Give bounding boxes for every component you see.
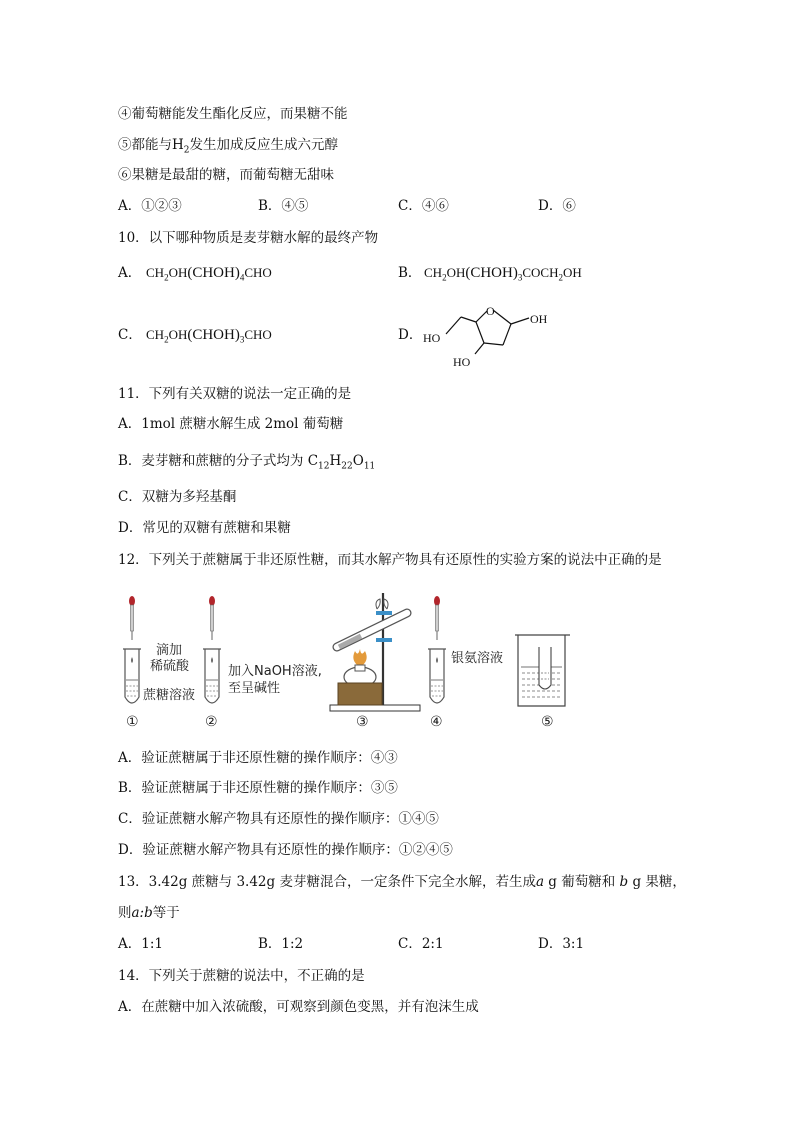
q11-option-a: A．1mol 蔗糖水解生成 2mol 葡萄糖 <box>118 416 344 432</box>
q14-stem: 14．下列关于蔗糖的说法中，不正确的是 <box>118 968 365 984</box>
q10-option-d-label: D． <box>398 327 423 343</box>
oh-right-label: OH <box>530 312 548 326</box>
q12-option-c: C．验证蔗糖水解产物具有还原性的操作顺序：①④⑤ <box>118 811 439 827</box>
q10-option-c-label: C． <box>118 327 142 343</box>
water-bath-beaker-icon <box>515 635 570 706</box>
dropper-1-icon <box>129 596 135 640</box>
fig-number-4: ④ <box>430 714 443 730</box>
q11-stem: 11．下列有关双糖的说法一定正确的是 <box>118 386 352 402</box>
test-tube-2-icon <box>203 649 221 703</box>
fig-label-silver-ammonia: 银氨溶液 <box>451 651 504 666</box>
q13-stem-line1: 13．3.42g 蔗糖与 3.42g 麦芽糖混合，一定条件下完全水解，若生成a g 葡萄糖和 b g 果糖， <box>118 874 686 890</box>
fig-number-1: ① <box>126 714 139 730</box>
heating-apparatus-icon <box>330 593 420 711</box>
q9-option-a: A．①②③ <box>118 198 182 214</box>
fig-label-add-naoh: 加入NaOH溶液, <box>228 664 322 679</box>
q10-stem: 10．以下哪种物质是麦芽糖水解的最终产物 <box>118 230 379 246</box>
q10-option-c-formula: $CH_2OH(CHOH)_3CHO$ <box>146 327 272 345</box>
ring-oxygen-label: O <box>486 304 495 318</box>
ho-left-label: HO <box>423 331 441 345</box>
q12-option-a: A．验证蔗糖属于非还原性糖的操作顺序：④③ <box>118 750 398 766</box>
ho-bottom-label: HO <box>453 355 471 369</box>
dropper-4-icon <box>434 596 440 640</box>
q12-option-b: B．验证蔗糖属于非还原性糖的操作顺序：③⑤ <box>118 780 398 796</box>
q9-item-4: ④葡萄糖能发生酯化反应，而果糖不能 <box>118 106 348 122</box>
q10-option-b-formula: $CH_2OH(CHOH)_3COCH_2OH$ <box>424 265 582 283</box>
dropper-2-icon <box>209 596 215 640</box>
q11-option-b: B．麦芽糖和蔗糖的分子式均为 $C_{12}H_{22}O_{11}$ <box>118 453 376 472</box>
q9-option-c: C．④⑥ <box>398 198 449 214</box>
q11-option-c: C．双糖为多羟基酮 <box>118 489 237 505</box>
q10-option-a-label: A． <box>118 265 142 281</box>
q10-option-a-formula: $CH_2OH(CHOH)_4CHO$ <box>146 265 272 283</box>
fig-number-5: ⑤ <box>541 714 554 730</box>
q9-option-d: D．⑥ <box>538 198 576 214</box>
q13-stem-line2: 则a:b等于 <box>118 905 180 921</box>
q12-stem: 12．下列关于蔗糖属于非还原性糖，而其水解产物具有还原性的实验方案的说法中正确的是 <box>118 552 662 568</box>
fig-number-3: ③ <box>356 714 369 730</box>
q9-option-b: B．④⑤ <box>258 198 309 214</box>
q14-option-a: A．在蔗糖中加入浓硫酸，可观察到颜色变黑，并有泡沫生成 <box>118 999 479 1015</box>
fig-label-dropwise: 滴加 <box>156 643 183 658</box>
q10-option-b-label: B． <box>398 265 422 281</box>
q12-option-d: D．验证蔗糖水解产物具有还原性的操作顺序：①②④⑤ <box>118 842 453 858</box>
q13-option-d: D．3:1 <box>538 936 585 952</box>
q13-option-a: A．1:1 <box>118 936 163 952</box>
test-tube-4-icon <box>428 649 446 703</box>
fig-label-alkaline: 至呈碱性 <box>228 681 281 696</box>
test-tube-1-icon <box>123 649 141 703</box>
q10-option-d-structure <box>418 296 568 372</box>
q9-item-5: ⑤都能与$H_2$发生加成反应生成六元醇 <box>118 137 339 156</box>
fig-number-2: ② <box>205 714 218 730</box>
q13-option-b: B．1:2 <box>258 936 304 952</box>
fig-label-dilute-sulfuric-acid: 稀硫酸 <box>150 659 190 674</box>
q13-option-c: C．2:1 <box>398 936 444 952</box>
fig-label-sucrose-solution: 蔗糖溶液 <box>143 688 196 703</box>
q11-option-d: D．常见的双糖有蔗糖和果糖 <box>118 520 291 536</box>
q9-item-6: ⑥果糖是最甜的糖，而葡萄糖无甜味 <box>118 167 334 183</box>
